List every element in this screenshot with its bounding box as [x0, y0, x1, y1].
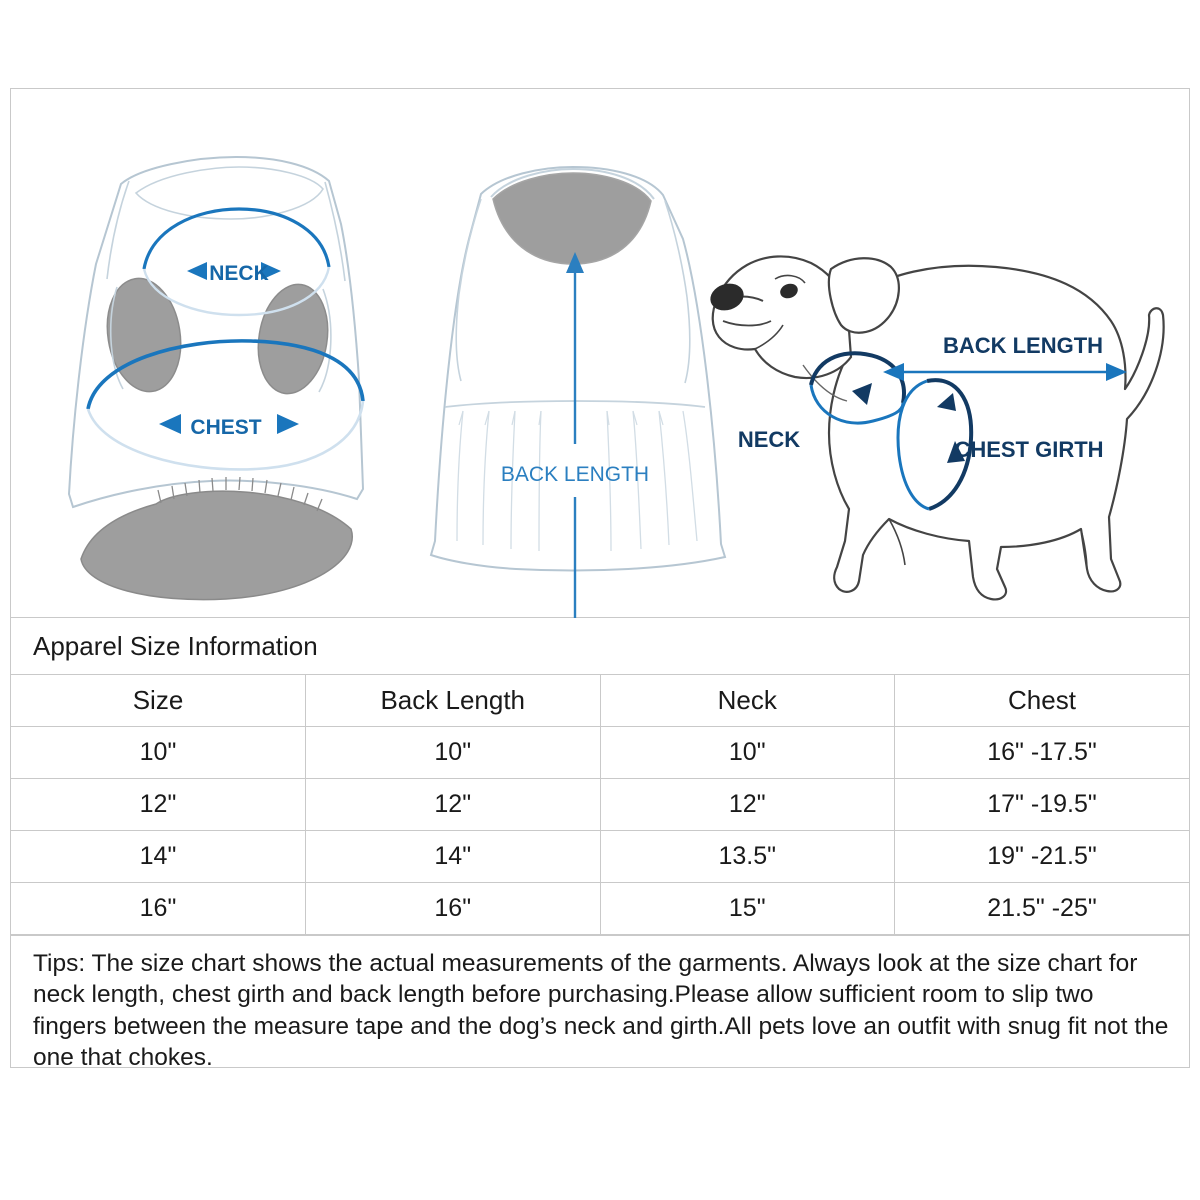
table-row [11, 727, 1189, 779]
cell-size: 14" [11, 831, 306, 883]
back-length-label-dog: BACK LENGTH [942, 333, 1104, 358]
table-row [11, 831, 1189, 883]
table-row [11, 779, 1189, 831]
cell-neck: 12" [600, 779, 895, 831]
neck-label-dog: NECK [737, 427, 801, 452]
table-row [11, 883, 1189, 935]
size-table-section [11, 618, 1189, 1072]
cell-size: 12" [11, 779, 306, 831]
chest-girth-label-dog: CHEST GIRTH [954, 437, 1104, 462]
dog-illustration [707, 256, 1164, 599]
size-table [11, 618, 1189, 935]
header-size: Size [11, 675, 306, 727]
cell-back-length: 12" [306, 779, 601, 831]
tips-text: Tips: The size chart shows the actual measurements of the garments. Always look at the size chart for neck length, chest girth and back length before purchasing.Please allow sufficient room to slip two fingers between the measure tape and the dog’s neck and girth.All pets love an outfit with snug fit not the one that chokes. [11, 935, 1189, 1073]
garment-back-illustration [431, 167, 725, 618]
table-title: Apparel Size Information [11, 618, 1189, 675]
header-chest: Chest [895, 675, 1190, 727]
cell-chest: 17" -19.5" [895, 779, 1190, 831]
cell-size: 10" [11, 727, 306, 779]
chest-label-front: CHEST [190, 416, 262, 439]
cell-back-length: 14" [306, 831, 601, 883]
cell-chest: 21.5" -25" [895, 883, 1190, 935]
table-header-row [11, 675, 1189, 727]
cell-neck: 13.5" [600, 831, 895, 883]
illustration-panel [11, 89, 1189, 618]
cell-back-length: 10" [306, 727, 601, 779]
cell-back-length: 16" [306, 883, 601, 935]
table-title-row [11, 618, 1189, 675]
cell-neck: 15" [600, 883, 895, 935]
cell-size: 16" [11, 883, 306, 935]
header-back-length: Back Length [306, 675, 601, 727]
cell-chest: 19" -21.5" [895, 831, 1190, 883]
cell-neck: 10" [600, 727, 895, 779]
back-length-label-garment: BACK LENGTH [500, 463, 650, 486]
cell-chest: 16" -17.5" [895, 727, 1190, 779]
header-neck: Neck [600, 675, 895, 727]
neck-label-front: NECK [209, 262, 269, 285]
garment-front-illustration [69, 157, 363, 600]
